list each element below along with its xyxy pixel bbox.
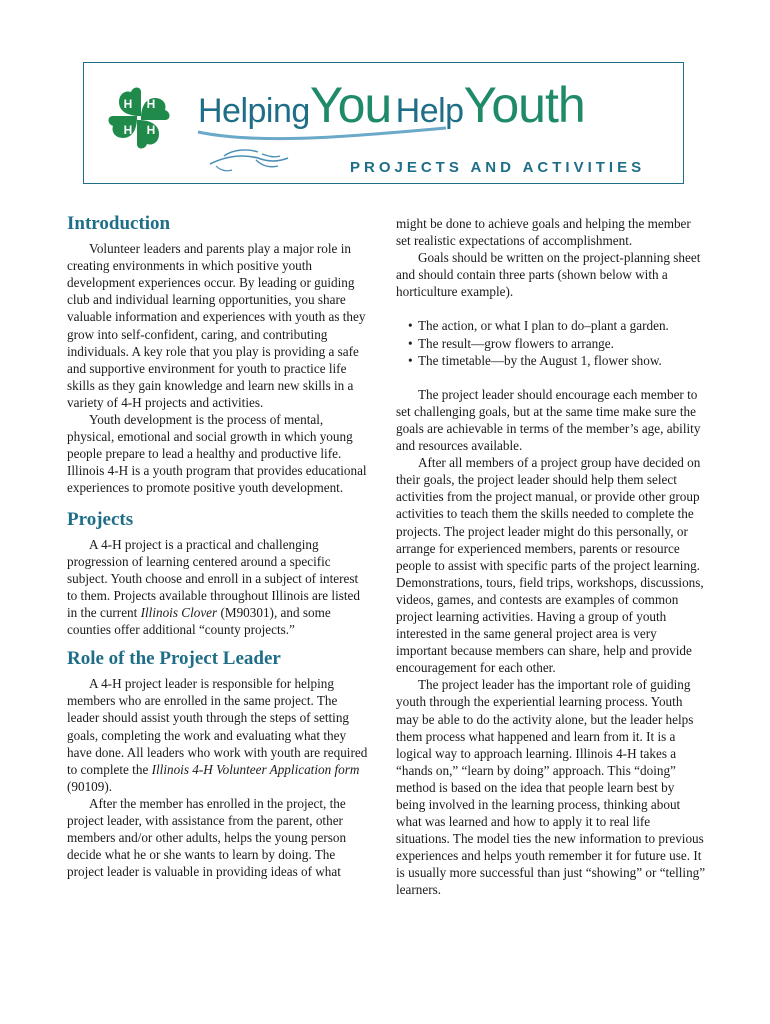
goals-paragraph: Goals should be written on the project-planning sheet and should contain three parts (shown below with a horticulture example). [396,250,701,300]
clover-letter: H [146,97,156,111]
title-you: You [309,77,392,133]
clover-letter: H [123,123,133,137]
role-paragraph-2: After the member has enrolled in the project, the project leader, with assistance from the parent, other members and/or other adults, helps the young person decide what he or she wants to learn by doing. The project leader is valuable in providing ideas of what [67,795,347,880]
role-paragraph-1: A 4-H project leader is responsible for helping members who are enrolled in the same project. The leader should assist youth through the steps of setting goals, completing the work and evaluating what they have done. All leaders who work with youth are required to complete the Illinois 4-H Volunteer Application form (90109). [67,676,368,794]
title-help: Help [395,92,464,130]
right-column [396,215,706,899]
handshake-swoosh-graphic [196,126,516,186]
subtitle: PROJECTS AND ACTIVITIES [350,159,646,176]
role-heading: Role of the Project Leader [67,648,281,670]
projects-heading: Projects [67,508,134,530]
clover-letter: H [146,123,156,137]
goals-list [396,317,706,368]
experiential-paragraph: The project leader has the important role of guiding youth through the experiential learning process. Youth may be able to do the activity alone, but the leader helps them process what happened and learn from it. It is a logical way to approach learning. Illinois 4-H takes a “hands on,” “learn by doing” approach. This “doing” method is based on the idea that people learn best by being involved in the learning process, thinking about what was learned and how to apply it to real life situations. The model ties the new information to previous experiences and helps youth remember it for future use. It is usually more successful than just “showing” or “telling” learners. [396,677,706,898]
list-item: • The action, or what I plan to do–plant a garden. [408,318,669,334]
left-column [67,215,371,880]
list-item: • The result—grow flowers to arrange. [408,335,614,351]
clover-letter: H [123,97,133,111]
projects-paragraph: A 4-H project is a practical and challenging progression of learning centered around a specific subject. Youth choose and enroll in a subject of interest to them. Projects available throughout Illinois are listed in the current Illinois Clover (M90301), and some counties offer additional “county projects.” [67,536,360,638]
intro-paragraph-2: Youth development is the process of mental, physical, emotional and social growth in which young people prepare to lead a healthy and productive life. Illinois 4-H is a youth program that provides educational experiences to promote positive youth development. [67,412,367,496]
4h-clover-logo [103,82,175,154]
title-helping: Helping [198,92,310,130]
continued-paragraph: might be done to achieve goals and helping the member set realistic expectations of accomplishment. [396,216,691,249]
title-youth: Youth [463,77,585,133]
list-item: • The timetable—by the August 1, flower show. [408,352,662,368]
after-goals-paragraph: After all members of a project group have decided on their goals, the project leader should help them select activities from the project manual, or provide other group activities to teach them the skills needed to complete the projects. The project leader might do this personally, or arrange for experienced members, parents or resource people to assist with specific parts of the project learning. Demonstrations, tours, field trips, workshops, discussions, videos, games, and contests are examples of common project learning activities. Having a group of youth interested in the same general project area is very important because members can share, help and provide encouragement for each other. [396,455,704,676]
encourage-paragraph: The project leader should encourage each member to set challenging goals, but at the same time make sure the goals are achievable in terms of the member’s age, ability and resources available. [396,386,701,454]
intro-paragraph-1: Volunteer leaders and parents play a major role in creating environments in which positive youth development experiences occur. By leading or guiding club and individual learning opportunities, you share valuable information and experiences with youth as they grow into self-confident, caring, and contributing individuals. A key role that you play is providing a safe and supportive environment for youth to practice life skills as they gain knowledge and learn new skills in a variety of 4-H projects and activities. [67,241,366,410]
introduction-heading: Introduction [67,213,171,234]
